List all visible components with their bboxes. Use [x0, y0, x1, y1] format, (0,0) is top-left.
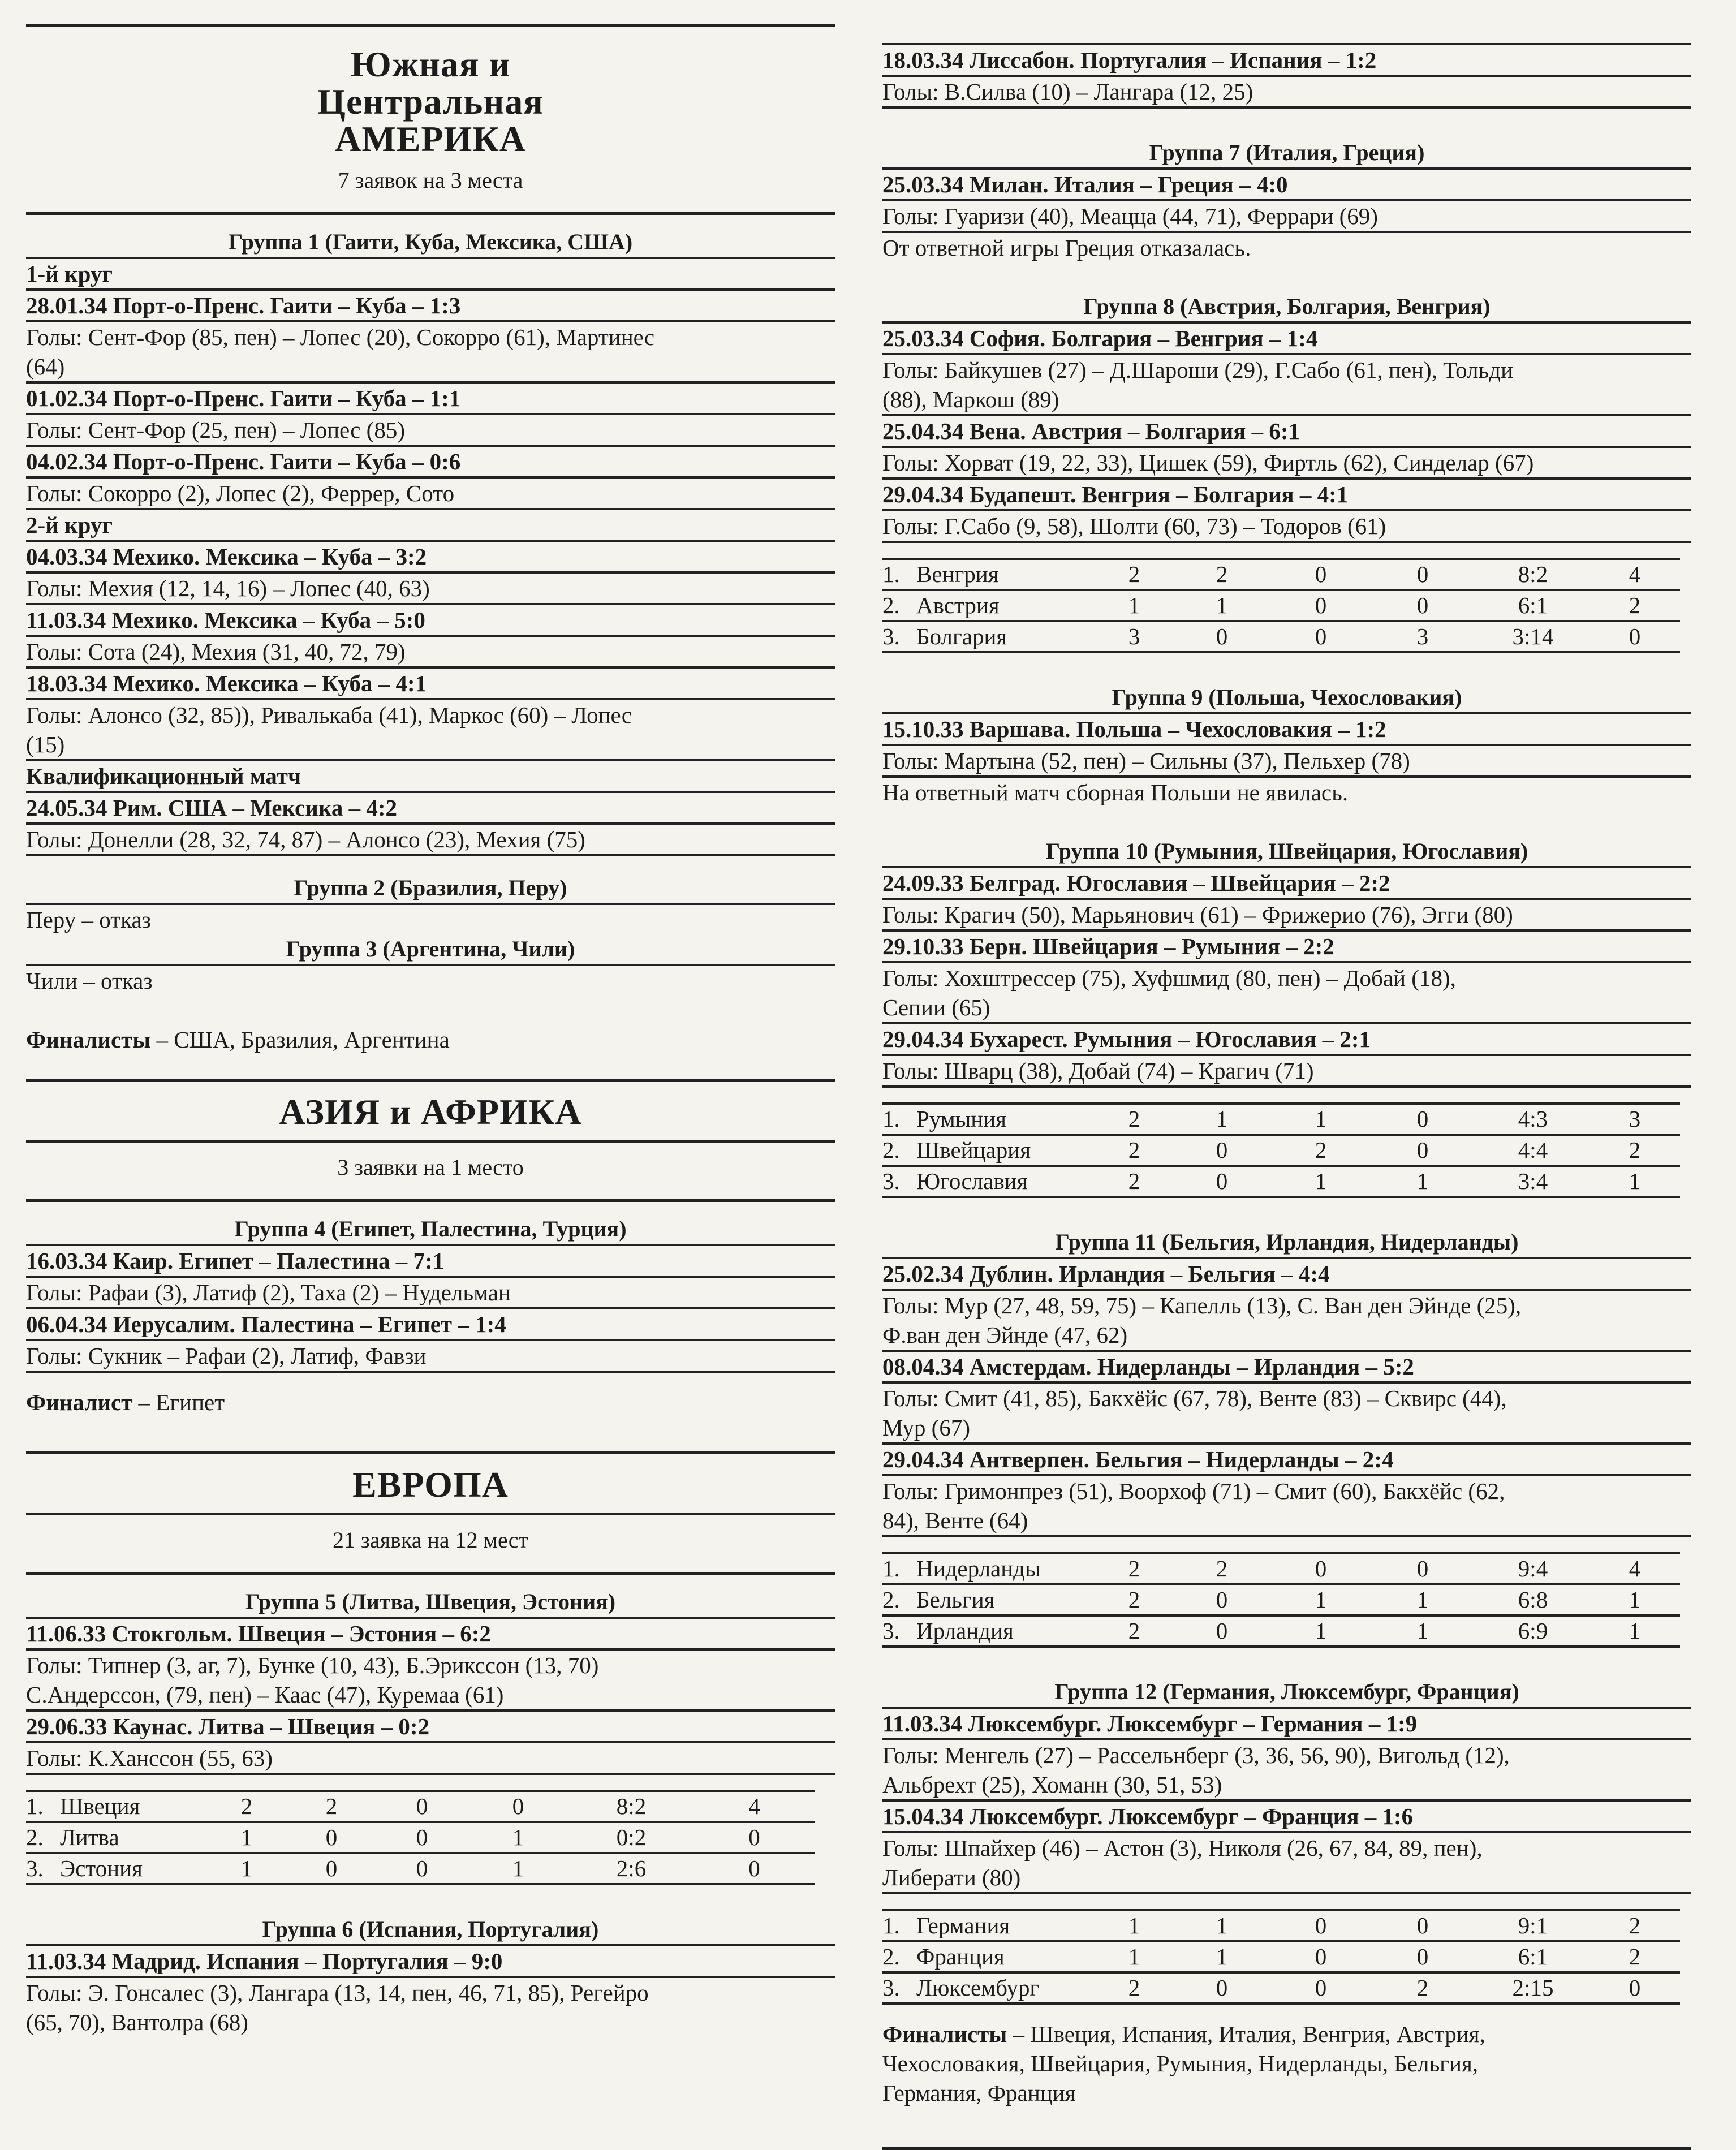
region-title-south-america: Южная и Центральная АМЕРИКА — [317, 44, 544, 159]
standings-position: 3. — [882, 1615, 916, 1647]
standings-losses: 0 — [1369, 1910, 1476, 1941]
match-header: 25.02.34 Дублин. Ирландия – Бельгия – 4:4 — [882, 1257, 1691, 1291]
standings-goal-diff: 4:3 — [1476, 1104, 1589, 1135]
match-header: 29.06.33 Каунас. Литва – Швеция – 0:2 — [26, 1712, 835, 1743]
group-12-header: Группа 12 (Германия, Люксембург, Франция) — [1054, 1679, 1519, 1704]
match-header: 24.05.34 Рим. США – Мексика – 4:2 — [26, 793, 835, 825]
match-goals: (15) — [26, 730, 835, 761]
standings-losses: 0 — [467, 1791, 569, 1822]
standings-played: 1 — [207, 1853, 286, 1884]
standings-wins: 1 — [1171, 1104, 1273, 1135]
match-goals: Голы: К.Ханссон (55, 63) — [26, 1743, 835, 1775]
entries-asia-africa: 3 заявки на 1 место — [337, 1154, 524, 1180]
match-header: 18.03.34 Мехико. Мексика – Куба – 4:1 — [26, 669, 835, 700]
standings-wins: 0 — [1171, 1135, 1273, 1166]
match-goals: Голы: Мартына (52, пен) – Сильны (37), Пельхер (78) — [882, 748, 1410, 774]
finalists-text: – США, Бразилия, Аргентина — [150, 1027, 450, 1053]
standings-points: 2 — [1589, 1135, 1680, 1166]
group-11-header: Группа 11 (Бельгия, Ирландия, Нидерланды) — [1055, 1229, 1519, 1255]
standings-team-name: Германия — [916, 1910, 1097, 1941]
standings-points: 0 — [1589, 621, 1680, 652]
round-label: 1-й круг — [26, 257, 835, 291]
standings-wins: 0 — [1171, 621, 1273, 652]
standings-draws: 0 — [1273, 559, 1369, 590]
match-header: 29.04.34 Бухарест. Румыния – Югославия – 2:1 — [882, 1024, 1691, 1056]
right-column — [882, 0, 1691, 2150]
match-header: 04.02.34 Порт-о-Пренс. Гаити – Куба – 0:6 — [26, 447, 835, 479]
finalists-label: Финалисты — [882, 2021, 1007, 2047]
standings-played: 1 — [1097, 1910, 1171, 1941]
standings-position: 2. — [882, 1584, 916, 1615]
europe-finalists-line — [882, 2019, 1691, 2049]
standings-goal-diff: 9:4 — [1476, 1553, 1589, 1584]
standings-played: 2 — [1097, 1104, 1171, 1135]
standings-wins: 0 — [286, 1822, 377, 1853]
standings-wins: 1 — [1171, 1910, 1273, 1941]
match-header: 15.04.34 Люксембург. Люксембург – Франция – 1:6 — [882, 1802, 1691, 1833]
europe-finalists-line: Германия, Франция — [882, 2080, 1076, 2106]
standings-position: 2. — [882, 590, 916, 621]
standings-wins: 0 — [286, 1853, 377, 1884]
standings-losses: 1 — [1369, 1584, 1476, 1615]
group-1-header: Группа 1 (Гаити, Куба, Мексика, США) — [228, 229, 633, 255]
match-goals: Голы: Шпайхер (46) – Астон (3), Николя (26, 67, 84, 89, пен), — [882, 1835, 1483, 1861]
match-header: 06.04.34 Иерусалим. Палестина – Египет – 1:4 — [26, 1309, 835, 1341]
match-header: 18.03.34 Лиссабон. Португалия – Испания – 1:2 — [882, 43, 1691, 77]
standings-losses: 0 — [1369, 1553, 1476, 1584]
match-goals: Голы: Алонсо (32, 85)), Ривалькаба (41), Маркос (60) – Лопес — [26, 702, 632, 728]
standings-played: 2 — [1097, 1972, 1171, 2003]
standings-row — [26, 1853, 815, 1884]
standings-goal-diff: 6:8 — [1476, 1584, 1589, 1615]
standings-position: 3. — [882, 1166, 916, 1197]
standings-wins: 0 — [1171, 1166, 1273, 1197]
standings-goal-diff: 9:1 — [1476, 1910, 1589, 1941]
match-header: 25.03.34 Милан. Италия – Греция – 4:0 — [882, 167, 1691, 201]
match-goals: Голы: Мур (27, 48, 59, 75) – Капелль (13), С. Ван ден Эйнде (25), — [882, 1292, 1522, 1319]
standings-points: 1 — [1589, 1615, 1680, 1647]
standings-losses: 0 — [1369, 590, 1476, 621]
standings-team-name: Швейцария — [916, 1135, 1097, 1166]
match-goals: Голы: Донелли (28, 32, 74, 87) – Алонсо (23), Мехия (75) — [26, 825, 835, 856]
match-header: 08.04.34 Амстердам. Нидерланды – Ирландия – 5:2 — [882, 1352, 1691, 1384]
standings-position: 3. — [882, 1972, 916, 2003]
region-title-asia-africa: АЗИЯ и АФРИКА — [279, 1092, 582, 1132]
standings-row — [882, 1941, 1680, 1972]
match-goals: Голы: Сокорро (2), Лопес (2), Феррер, Сото — [26, 479, 835, 510]
match-goals: Голы: В.Силва (10) – Лангара (12, 25) — [882, 77, 1691, 109]
match-goals: Голы: Г.Сабо (9, 58), Шолти (60, 73) – Тодоров (61) — [882, 511, 1691, 543]
standings-row — [882, 1553, 1680, 1584]
match-goals: (88), Маркош (89) — [882, 385, 1691, 416]
match-goals: Ф.ван ден Эйнде (47, 62) — [882, 1320, 1691, 1352]
standings-wins: 1 — [1171, 590, 1273, 621]
standings-row — [26, 1822, 815, 1853]
standings-wins: 2 — [1171, 559, 1273, 590]
standings-row — [882, 1972, 1680, 2003]
standings-goal-diff: 3:14 — [1476, 621, 1589, 652]
standings-wins: 0 — [1171, 1615, 1273, 1647]
standings-draws: 0 — [1273, 1941, 1369, 1972]
standings-position: 3. — [26, 1853, 60, 1884]
standings-goal-diff: 4:4 — [1476, 1135, 1589, 1166]
standings-draws: 2 — [1273, 1135, 1369, 1166]
match-header: 29.04.34 Антверпен. Бельгия – Нидерланды – 2:4 — [882, 1445, 1691, 1476]
match-goals: Голы: Хохштрессер (75), Хуфшмид (80, пен) – Добай (18), — [882, 965, 1456, 991]
standings-team-name: Югославия — [916, 1166, 1097, 1197]
region-title-europe: ЕВРОПА — [352, 1464, 509, 1505]
standings-draws: 0 — [1273, 1910, 1369, 1941]
standings-team-name: Румыния — [916, 1104, 1097, 1135]
standings-goal-diff: 2:6 — [569, 1853, 693, 1884]
standings-wins: 1 — [1171, 1941, 1273, 1972]
standings-played: 2 — [1097, 1553, 1171, 1584]
standings-draws: 0 — [377, 1853, 467, 1884]
section-rule — [26, 1140, 835, 1143]
match-goals: (65, 70), Вантолра (68) — [26, 2009, 248, 2035]
standings-row — [882, 1615, 1680, 1647]
finalists-line — [26, 1025, 835, 1054]
standings-played: 1 — [1097, 1941, 1171, 1972]
match-goals: Голы: Э. Гонсалес (3), Лангара (13, 14, пен, 46, 71, 85), Регейро — [26, 1980, 649, 2006]
standings-team-name: Венгрия — [916, 559, 1097, 590]
group-3-header: Группа 3 (Аргентина, Чили) — [286, 936, 575, 962]
standings-losses: 1 — [1369, 1166, 1476, 1197]
match-goals: Альбрехт (25), Хоманн (30, 51, 53) — [882, 1770, 1691, 1802]
standings-points: 0 — [1589, 1972, 1680, 2003]
match-goals: Голы: Сукник – Рафаи (2), Латиф, Фавзи — [26, 1341, 835, 1373]
standings-goal-diff: 6:1 — [1476, 1941, 1589, 1972]
section-rule — [26, 1079, 835, 1082]
standings-row — [882, 1584, 1680, 1615]
standings-row — [882, 1104, 1680, 1135]
match-header: 25.04.34 Вена. Австрия – Болгария – 6:1 — [882, 416, 1691, 448]
match-header: 11.03.34 Мадрид. Испания – Португалия – 9:0 — [26, 1944, 835, 1978]
standings-team-name: Люксембург — [916, 1972, 1097, 2003]
standings-table-group-12 — [882, 1909, 1680, 2005]
standings-draws: 1 — [1273, 1166, 1369, 1197]
standings-draws: 0 — [1273, 590, 1369, 621]
match-goals: Либерати (80) — [882, 1863, 1691, 1894]
standings-losses: 1 — [467, 1853, 569, 1884]
standings-team-name: Австрия — [916, 590, 1097, 621]
match-header: 15.10.33 Варшава. Польша – Чехословакия – 1:2 — [882, 712, 1691, 746]
standings-position: 1. — [26, 1791, 60, 1822]
match-goals: С.Андерссон, (79, пен) – Каас (47), Куремаа (61) — [26, 1680, 835, 1712]
standings-played: 2 — [207, 1791, 286, 1822]
group-7-header: Группа 7 (Италия, Греция) — [1149, 140, 1425, 165]
match-goals: Мур (67) — [882, 1413, 1691, 1445]
standings-position: 3. — [882, 621, 916, 652]
standings-draws: 1 — [1273, 1584, 1369, 1615]
match-goals: Голы: Шварц (38), Добай (74) – Крагич (71) — [882, 1056, 1691, 1088]
match-goals: Сепии (65) — [882, 993, 1691, 1024]
match-goals: Голы: Хорват (19, 22, 33), Цишек (59), Фиртль (62), Синделар (67) — [882, 448, 1691, 480]
match-goals: Голы: Смит (41, 85), Бакхёйс (67, 78), Венте (83) – Сквирс (44), — [882, 1385, 1507, 1411]
qualification-label: Квалификационный матч — [26, 761, 835, 793]
standings-points: 0 — [693, 1853, 815, 1884]
standings-table-group-10 — [882, 1102, 1680, 1198]
standings-goal-diff: 3:4 — [1476, 1166, 1589, 1197]
bottom-rule — [882, 2147, 1691, 2150]
match-goals: 84), Венте (64) — [882, 1506, 1691, 1537]
standings-points: 1 — [1589, 1166, 1680, 1197]
standings-goal-diff: 8:2 — [569, 1791, 693, 1822]
standings-losses: 1 — [1369, 1615, 1476, 1647]
entries-europe: 21 заявка на 12 мест — [333, 1527, 528, 1553]
finalist-label: Финалист — [26, 1389, 133, 1415]
standings-goal-diff: 8:2 — [1476, 559, 1589, 590]
left-column — [26, 0, 835, 2037]
group-8-header: Группа 8 (Австрия, Болгария, Венгрия) — [1083, 294, 1491, 319]
finalists-text: – Швеция, Испания, Италия, Венгрия, Австрия, — [1007, 2021, 1485, 2047]
standings-draws: 1 — [1273, 1615, 1369, 1647]
standings-goal-diff: 2:15 — [1476, 1972, 1589, 2003]
group-note: От ответной игры Греция отказалась. — [882, 231, 1691, 262]
standings-points: 4 — [693, 1791, 815, 1822]
standings-played: 2 — [1097, 1166, 1171, 1197]
standings-team-name: Болгария — [916, 621, 1097, 652]
match-goals: Голы: Мехия (12, 14, 16) – Лопес (40, 63) — [26, 574, 835, 605]
group-2-header: Группа 2 (Бразилия, Перу) — [294, 875, 567, 900]
standings-table-group-5 — [26, 1790, 815, 1885]
standings-team-name: Литва — [60, 1822, 207, 1853]
standings-points: 3 — [1589, 1104, 1680, 1135]
group-note: Чили – отказ — [26, 964, 835, 996]
standings-played: 2 — [1097, 559, 1171, 590]
standings-goal-diff: 0:2 — [569, 1822, 693, 1853]
standings-row — [882, 1166, 1680, 1197]
match-goals: Голы: Гримонпрез (51), Воорхоф (71) – Смит (60), Бакхёйс (62, — [882, 1478, 1505, 1504]
match-header: 16.03.34 Каир. Египет – Палестина – 7:1 — [26, 1244, 835, 1278]
standings-points: 4 — [1589, 559, 1680, 590]
match-goals: Голы: Типнер (3, аг, 7), Бунке (10, 43), Б.Эрикссон (13, 70) — [26, 1652, 599, 1678]
match-header: 11.06.33 Стокгольм. Швеция – Эстония – 6:2 — [26, 1617, 835, 1651]
standings-losses: 0 — [1369, 1941, 1476, 1972]
group-note: Перу – отказ — [26, 903, 835, 934]
standings-wins: 0 — [1171, 1972, 1273, 2003]
standings-position: 1. — [882, 1910, 916, 1941]
entries-south-america: 7 заявок на 3 места — [338, 167, 523, 193]
match-header: 11.03.34 Мехико. Мексика – Куба – 5:0 — [26, 605, 835, 637]
standings-team-name: Ирландия — [916, 1615, 1097, 1647]
standings-team-name: Эстония — [60, 1853, 207, 1884]
standings-row — [882, 621, 1680, 652]
standings-draws: 0 — [1273, 1972, 1369, 2003]
standings-points: 0 — [693, 1822, 815, 1853]
group-5-header: Группа 5 (Литва, Швеция, Эстония) — [245, 1589, 616, 1614]
standings-points: 4 — [1589, 1553, 1680, 1584]
standings-table-group-11 — [882, 1552, 1680, 1648]
match-header: 04.03.34 Мехико. Мексика – Куба – 3:2 — [26, 542, 835, 574]
standings-table-group-8 — [882, 558, 1680, 653]
match-goals: Голы: Байкушев (27) – Д.Шароши (29), Г.Сабо (61, пен), Тольди — [882, 357, 1514, 383]
standings-team-name: Франция — [916, 1941, 1097, 1972]
standings-losses: 0 — [1369, 559, 1476, 590]
standings-played: 2 — [1097, 1584, 1171, 1615]
standings-row — [882, 590, 1680, 621]
match-header: 29.04.34 Будапешт. Венгрия – Болгария – 4:1 — [882, 480, 1691, 511]
standings-row — [882, 1910, 1680, 1941]
standings-row — [882, 1135, 1680, 1166]
standings-position: 1. — [882, 559, 916, 590]
standings-points: 1 — [1589, 1584, 1680, 1615]
standings-losses: 1 — [467, 1822, 569, 1853]
standings-wins: 2 — [1171, 1553, 1273, 1584]
round-label: 2-й круг — [26, 510, 835, 542]
match-header: 25.03.34 София. Болгария – Венгрия – 1:4 — [882, 321, 1691, 355]
section-rule — [26, 1451, 835, 1454]
standings-losses: 0 — [1369, 1135, 1476, 1166]
match-header: 29.10.33 Берн. Швейцария – Румыния – 2:2 — [882, 932, 1691, 963]
finalist-text: – Египет — [132, 1389, 225, 1415]
section-rule — [26, 1513, 835, 1515]
standings-points: 2 — [1589, 1941, 1680, 1972]
standings-team-name: Нидерланды — [916, 1553, 1097, 1584]
standings-position: 1. — [882, 1104, 916, 1135]
standings-draws: 0 — [1273, 621, 1369, 652]
finalist-line — [26, 1388, 835, 1417]
standings-points: 2 — [1589, 1910, 1680, 1941]
standings-position: 2. — [26, 1822, 60, 1853]
match-goals: Голы: Сент-Фор (25, пен) – Лопес (85) — [26, 415, 835, 447]
match-goals: Голы: Крагич (50), Марьянович (61) – Фрижерио (76), Эгги (80) — [882, 900, 1691, 932]
standings-row — [882, 559, 1680, 590]
standings-played: 2 — [1097, 1135, 1171, 1166]
group-10-header: Группа 10 (Румыния, Швейцария, Югославия) — [1045, 838, 1528, 864]
standings-wins: 0 — [1171, 1584, 1273, 1615]
standings-losses: 0 — [1369, 1104, 1476, 1135]
standings-points: 2 — [1589, 590, 1680, 621]
standings-played: 1 — [207, 1822, 286, 1853]
group-note: На ответный матч сборная Польши не явилась. — [882, 775, 1691, 807]
standings-row — [26, 1791, 815, 1822]
match-goals: Голы: Рафаи (3), Латиф (2), Таха (2) – Нудельман — [26, 1278, 835, 1309]
match-goals: (64) — [26, 352, 835, 384]
standings-draws: 0 — [377, 1791, 467, 1822]
standings-played: 3 — [1097, 621, 1171, 652]
group-9-header: Группа 9 (Польша, Чехословакия) — [1112, 684, 1462, 710]
match-goals: Голы: Менгель (27) – Рассельнберг (3, 36, 56, 90), Вигольд (12), — [882, 1742, 1510, 1768]
match-header: 24.09.33 Белград. Югославия – Швейцария – 2:2 — [882, 866, 1691, 900]
group-4-header: Группа 4 (Египет, Палестина, Турция) — [234, 1216, 627, 1242]
match-goals: Голы: Сент-Фор (85, пен) – Лопес (20), Сокорро (61), Мартинес — [26, 324, 655, 350]
standings-position: 2. — [882, 1941, 916, 1972]
standings-losses: 3 — [1369, 621, 1476, 652]
standings-position: 1. — [882, 1553, 916, 1584]
standings-draws: 1 — [1273, 1104, 1369, 1135]
finalists-label: Финалисты — [26, 1027, 151, 1053]
standings-position: 2. — [882, 1135, 916, 1166]
standings-draws: 0 — [377, 1822, 467, 1853]
match-header: 01.02.34 Порт-о-Пренс. Гаити – Куба – 1:1 — [26, 384, 835, 415]
europe-finalists-line: Чехословакия, Швейцария, Румыния, Нидерланды, Бельгия, — [882, 2050, 1479, 2076]
standings-draws: 0 — [1273, 1553, 1369, 1584]
match-goals: Голы: Сота (24), Мехия (31, 40, 72, 79) — [26, 637, 835, 669]
standings-goal-diff: 6:9 — [1476, 1615, 1589, 1647]
standings-losses: 2 — [1369, 1972, 1476, 2003]
standings-wins: 2 — [286, 1791, 377, 1822]
standings-team-name: Бельгия — [916, 1584, 1097, 1615]
standings-goal-diff: 6:1 — [1476, 590, 1589, 621]
group-6-header: Группа 6 (Испания, Португалия) — [262, 1916, 599, 1942]
standings-team-name: Швеция — [60, 1791, 207, 1822]
standings-played: 1 — [1097, 590, 1171, 621]
match-header: 28.01.34 Порт-о-Пренс. Гаити – Куба – 1:3 — [26, 291, 835, 322]
match-header: 11.03.34 Люксембург. Люксембург – Германия – 1:9 — [882, 1707, 1691, 1740]
match-goals: Голы: Гуаризи (40), Меацца (44, 71), Феррари (69) — [882, 203, 1378, 229]
standings-played: 2 — [1097, 1615, 1171, 1647]
